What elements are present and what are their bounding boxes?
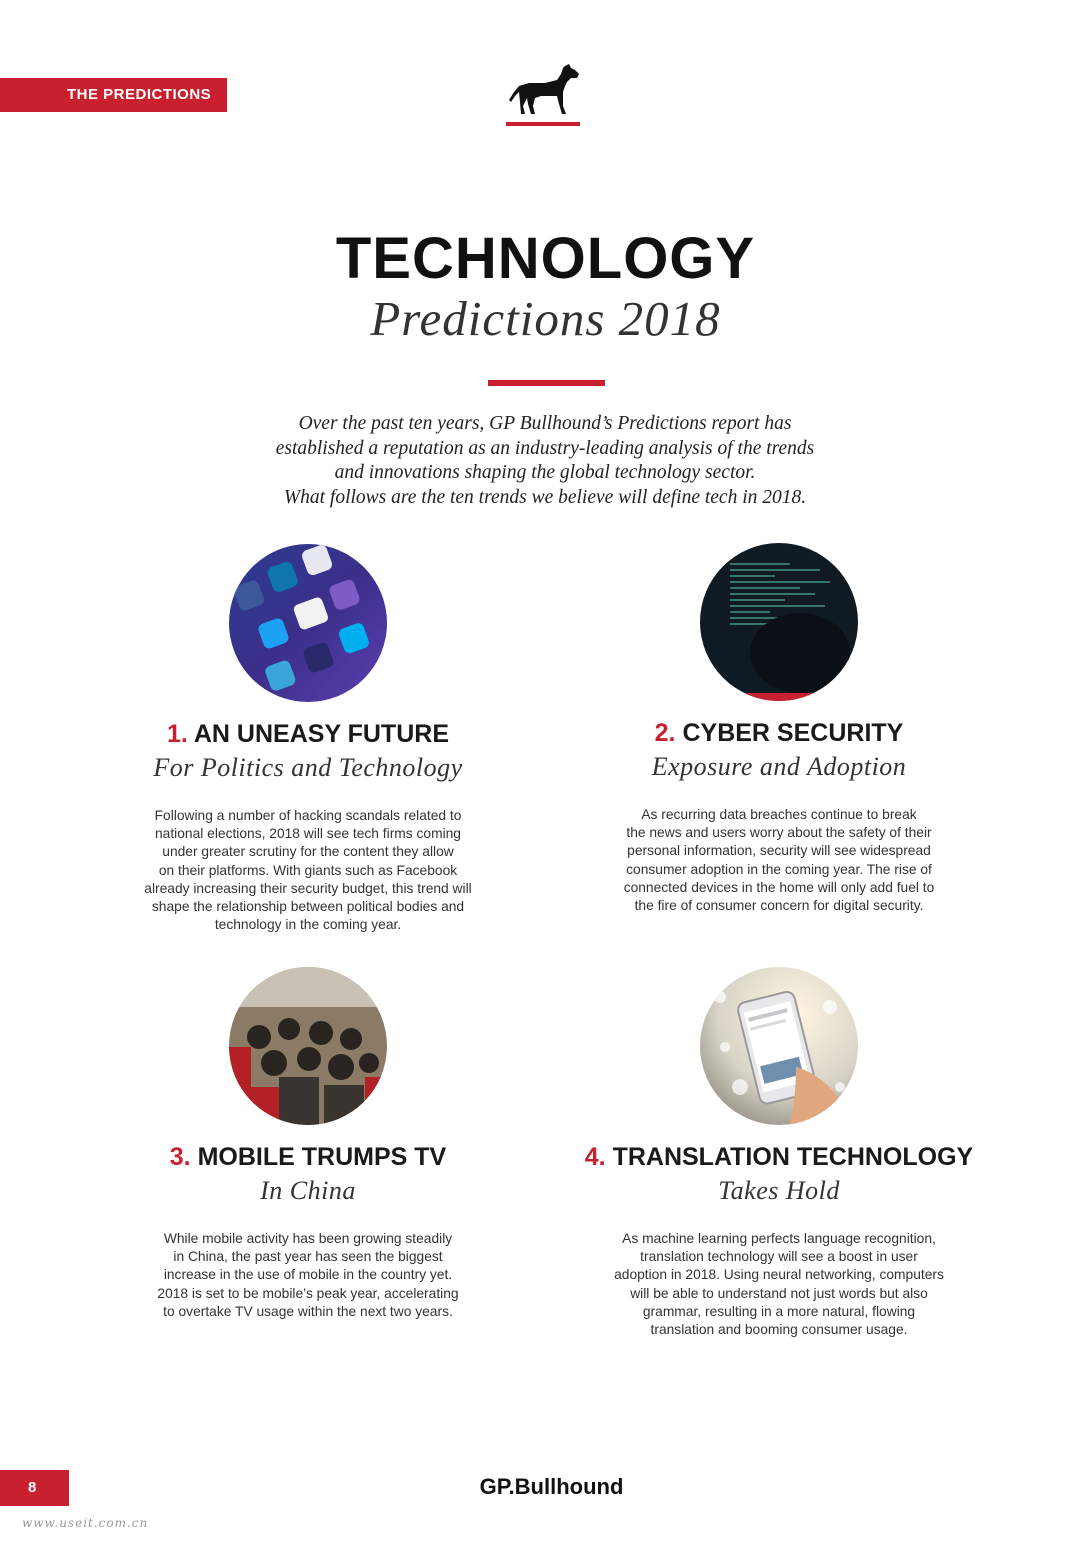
body-line: on their platforms. With giants such as Facebook xyxy=(158,862,458,878)
intro-line: established a reputation as an industry-leading analysis of the trends xyxy=(275,437,815,459)
body-line: under greater scrutiny for the content they allow xyxy=(162,844,454,860)
prediction-heading xyxy=(569,1143,989,1172)
page-subtitle: Predictions 2018 xyxy=(370,291,721,346)
page-title: TECHNOLOGY xyxy=(335,226,756,291)
body-line: As machine learning perfects language recognition, xyxy=(622,1231,936,1246)
body-line: national elections, 2018 will see tech firms coming xyxy=(155,826,461,842)
prediction-subtitle: Exposure and Adoption xyxy=(651,752,907,781)
body-line: Following a number of hacking scandals related to xyxy=(154,808,462,823)
watermark: www.useit.com.cn xyxy=(22,1516,149,1530)
body-line: the news and users worry about the safety of their xyxy=(626,825,932,841)
body-line: will be able to understand not just words but also xyxy=(630,1285,928,1301)
prediction-card-1 xyxy=(98,544,518,934)
prediction-heading xyxy=(98,1143,518,1172)
body-line: translation and booming consumer usage. xyxy=(650,1322,908,1338)
section-tag: THE PREDICTIONS xyxy=(0,78,227,112)
prediction-body xyxy=(569,806,989,915)
body-line: grammar, resulting in a more natural, flowing xyxy=(642,1303,916,1319)
crowded-train-photo xyxy=(229,967,387,1125)
body-line: increase in the use of mobile in the country yet. xyxy=(163,1267,453,1283)
prediction-card-2 xyxy=(569,543,989,915)
social-media-apps-photo xyxy=(229,544,387,702)
prediction-title: MOBILE TRUMPS TV xyxy=(197,1143,447,1171)
prediction-heading xyxy=(98,720,518,749)
body-line: shape the relationship between political bodies and xyxy=(151,899,465,915)
prediction-subtitle: Takes Hold xyxy=(718,1176,840,1205)
intro-line: What follows are the ten trends we believe will define tech in 2018. xyxy=(283,486,807,508)
prediction-number: 4. xyxy=(584,1143,606,1171)
page-number: 8 xyxy=(0,1470,69,1506)
body-line: the fire of consumer concern for digital security. xyxy=(634,898,924,914)
prediction-number: 3. xyxy=(169,1143,191,1171)
prediction-title: AN UNEASY FUTURE xyxy=(193,720,449,748)
body-line: in China, the past year has seen the biggest xyxy=(173,1249,443,1265)
prediction-body xyxy=(569,1230,989,1339)
prediction-title: CYBER SECURITY xyxy=(682,719,904,747)
hand-holding-phone-photo xyxy=(700,967,858,1125)
prediction-heading xyxy=(569,719,989,748)
hacker-code-screen-photo xyxy=(700,543,858,701)
body-line: 2018 is set to be mobile’s peak year, accelerating xyxy=(157,1285,459,1301)
body-line: While mobile activity has been growing steadily xyxy=(163,1231,453,1246)
body-line: already increasing their security budget, this trend will xyxy=(144,880,472,896)
body-line: connected devices in the home will only add fuel to xyxy=(623,879,935,895)
prediction-body xyxy=(98,807,518,934)
body-line: personal information, security will see widespread xyxy=(627,843,931,859)
logo-underline xyxy=(506,122,580,126)
prediction-body xyxy=(98,1230,518,1321)
prediction-title: TRANSLATION TECHNOLOGY xyxy=(612,1143,974,1171)
bulldog-icon xyxy=(505,62,585,128)
intro-paragraph xyxy=(195,412,895,510)
intro-line: and innovations shaping the global technology sector. xyxy=(334,462,756,483)
body-line: consumer adoption in the coming year. The rise of xyxy=(626,861,932,877)
prediction-card-4 xyxy=(569,967,989,1339)
body-line: As recurring data breaches continue to break xyxy=(641,807,917,822)
intro-line: Over the past ten years, GP Bullhound’s Predictions report has xyxy=(298,413,792,434)
body-line: translation technology will see a boost in user xyxy=(640,1249,918,1265)
prediction-subtitle: For Politics and Technology xyxy=(153,753,463,782)
prediction-card-3 xyxy=(98,967,518,1321)
body-line: to overtake TV usage within the next two years. xyxy=(163,1303,453,1319)
prediction-number: 1. xyxy=(166,720,188,748)
footer-brand-logo: GP.Bullhound xyxy=(479,1474,624,1499)
body-line: technology in the coming year. xyxy=(214,917,402,933)
prediction-subtitle: In China xyxy=(260,1176,356,1205)
prediction-number: 2. xyxy=(654,719,676,747)
title-divider xyxy=(488,380,605,386)
body-line: adoption in 2018. Using neural networking, computers xyxy=(614,1267,944,1283)
